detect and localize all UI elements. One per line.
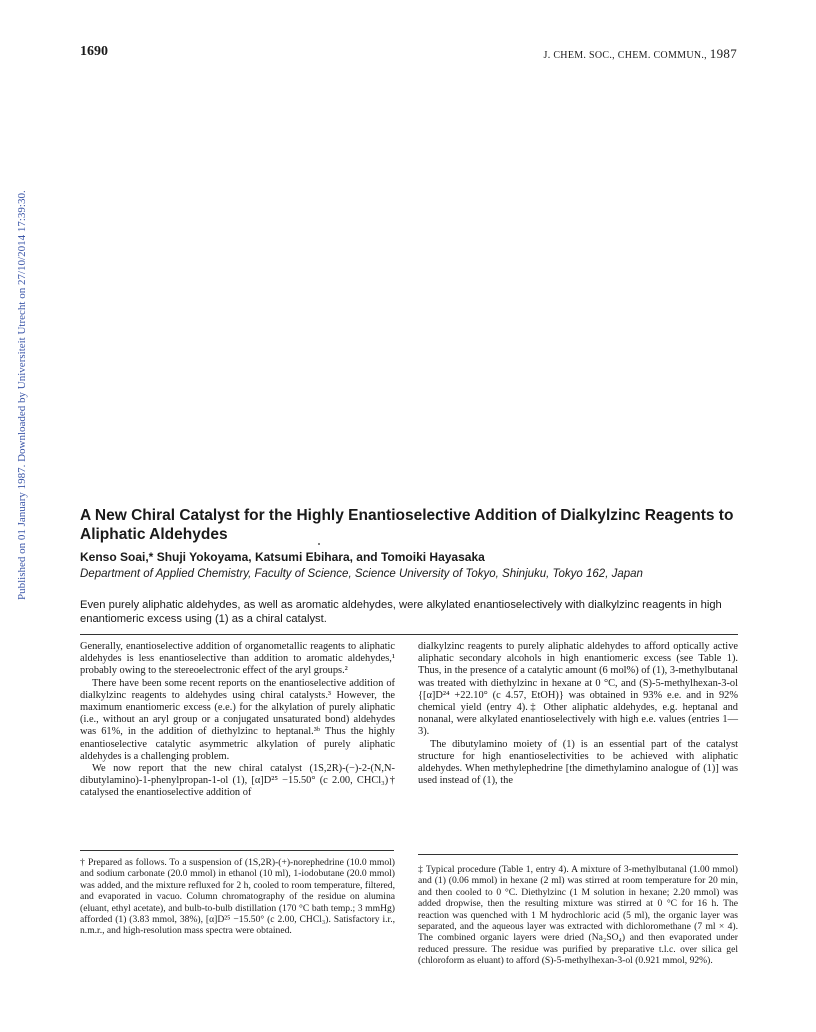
footnote-divider bbox=[418, 854, 738, 855]
footnote-double-dagger: ‡ Typical procedure (Table 1, entry 4). A mixture of 3-methylbutanal (1.00 mmol) and (1) (0.06 mmol) in hexane (2 ml) was stirred at room temperature for 20 min, and then cooled to 0 °C. Diethylzinc (1 M solution in hexane; 2.20 mmol) was added dropwise, then the resulting mixture was stirred at 0 °C for 16 h. The reaction was quenched with 1 M hydrochloric acid (5 ml), the organic layer was separated, and the aqueous layer was extracted with dichloromethane (7 ml × 4). The combined organic layers were dried (Na₂SO₄) and then evaporated under reduced pressure. The residue was purified by preparative t.l.c. over silica gel (chloroform as eluant) to afford (S)-5-methylhexan-3-ol (0.921 mmol, 92%). bbox=[418, 864, 738, 967]
body-paragraph: Generally, enantioselective addition of organometallic reagents to aliphatic aldehydes is less enantioselective than addition to aromatic aldehydes,¹ probably owing to the stereoelectronic effect of the aryl groups.² bbox=[80, 641, 395, 677]
abstract: Even purely aliphatic aldehydes, as well as aromatic aldehydes, were alkylated enantioselectively with dialkylzinc reagents in high enantiomeric excess using (1) as a chiral catalyst. bbox=[80, 599, 722, 625]
footnote-dagger: † Prepared as follows. To a suspension of (1S,2R)-(+)-norephedrine (10.0 mmol) and sodium carbonate (20.0 mmol) in ethanol (10 ml), 1-iodobutane (20.0 mmol) was added, and the mixture refluxed for 2 h, cooled to room temperature, filtered, and evaporated in vacuo. Column chromatography of the residue on alumina (eluant, ethyl acetate), and bulb-to-bulb distillation (170 °C bath temp.; 3 mmHg) afforded (1) (3.83 mmol, 38%), [α]D²⁵ −15.50° (c 2.00, CHCl₃). Satisfactory i.r., n.m.r., and high-resolution mass spectra were obtained. bbox=[80, 857, 395, 937]
body-column-left bbox=[80, 641, 395, 800]
article-title: A New Chiral Catalyst for the Highly Enantioselective Addition of Dialkylzinc Reagents to Aliphatic Aldehydes bbox=[80, 507, 734, 543]
affiliation: Department of Applied Chemistry, Faculty of Science, Science University of Tokyo, Shinjuku, Tokyo 162, Japan bbox=[80, 568, 643, 580]
download-watermark-link[interactable]: Published on 01 January 1987. Downloaded by Universiteit Utrecht on 27/10/2014 17:39:30. bbox=[16, 190, 28, 600]
body-paragraph: We now report that the new chiral catalyst (1S,2R)-(−)-2-(N,N-dibutylamino)-1-phenylpropan-1-ol (1), [α]D²⁵ −15.50° (c 2.00, CHCl₃)† catalysed the enantioselective addition of bbox=[80, 763, 395, 799]
body-paragraph: dialkylzinc reagents to purely aliphatic aldehydes to afford optically active aliphatic secondary alcohols in high enantiomeric excess (see Table 1). Thus, in the presence of a catalytic amount (6 mol%) of (1), 3-methylbutanal was treated with diethylzinc in hexane at 0 °C, and (S)-5-methylhexan-3-ol {[α]D²⁴ +22.10° (c 4.57, EtOH)} was obtained in 93% e.e. and in 92% chemical yield (entry 4).‡ Other aliphatic aldehydes, e.g. heptanal and nonanal, were alkylated enantioselectively with high e.e. values (entries 1—3). bbox=[418, 641, 738, 738]
body-paragraph: There have been some recent reports on the enantioselective addition of dialkylzinc reagents to aldehydes using chiral catalysts.³ However, the maximum enantiomeric excess (e.e.) for the alkylation of purely aliphatic (i.e., without an aryl group or a conjugated unsaturated bond) aldehydes was 61%, in the addition of diethylzinc to heptanal.³ᵇ Thus the highly enantioselective catalytic asymmetric alkylation of purely aliphatic aldehydes is a challenging problem. bbox=[80, 677, 395, 762]
page-number: 1690 bbox=[80, 44, 108, 59]
author-list: Kenso Soai,* Shuji Yokoyama, Katsumi Ebihara, and Tomoiki Hayasaka bbox=[80, 550, 485, 564]
journal-year: 1987 bbox=[709, 46, 737, 61]
footnote-divider bbox=[80, 850, 394, 851]
journal-header bbox=[544, 46, 737, 62]
abstract-divider bbox=[80, 634, 738, 635]
body-column-right bbox=[418, 641, 738, 787]
journal-name: J. CHEM. SOC., CHEM. COMMUN., bbox=[543, 50, 707, 61]
body-paragraph: The dibutylamino moiety of (1) is an essential part of the catalyst structure for high enantioselectivities to be achieved with aliphatic aldehydes. When methylephedrine [the dimethylamino analogue of (1)] was used instead of (1), the bbox=[418, 738, 738, 787]
